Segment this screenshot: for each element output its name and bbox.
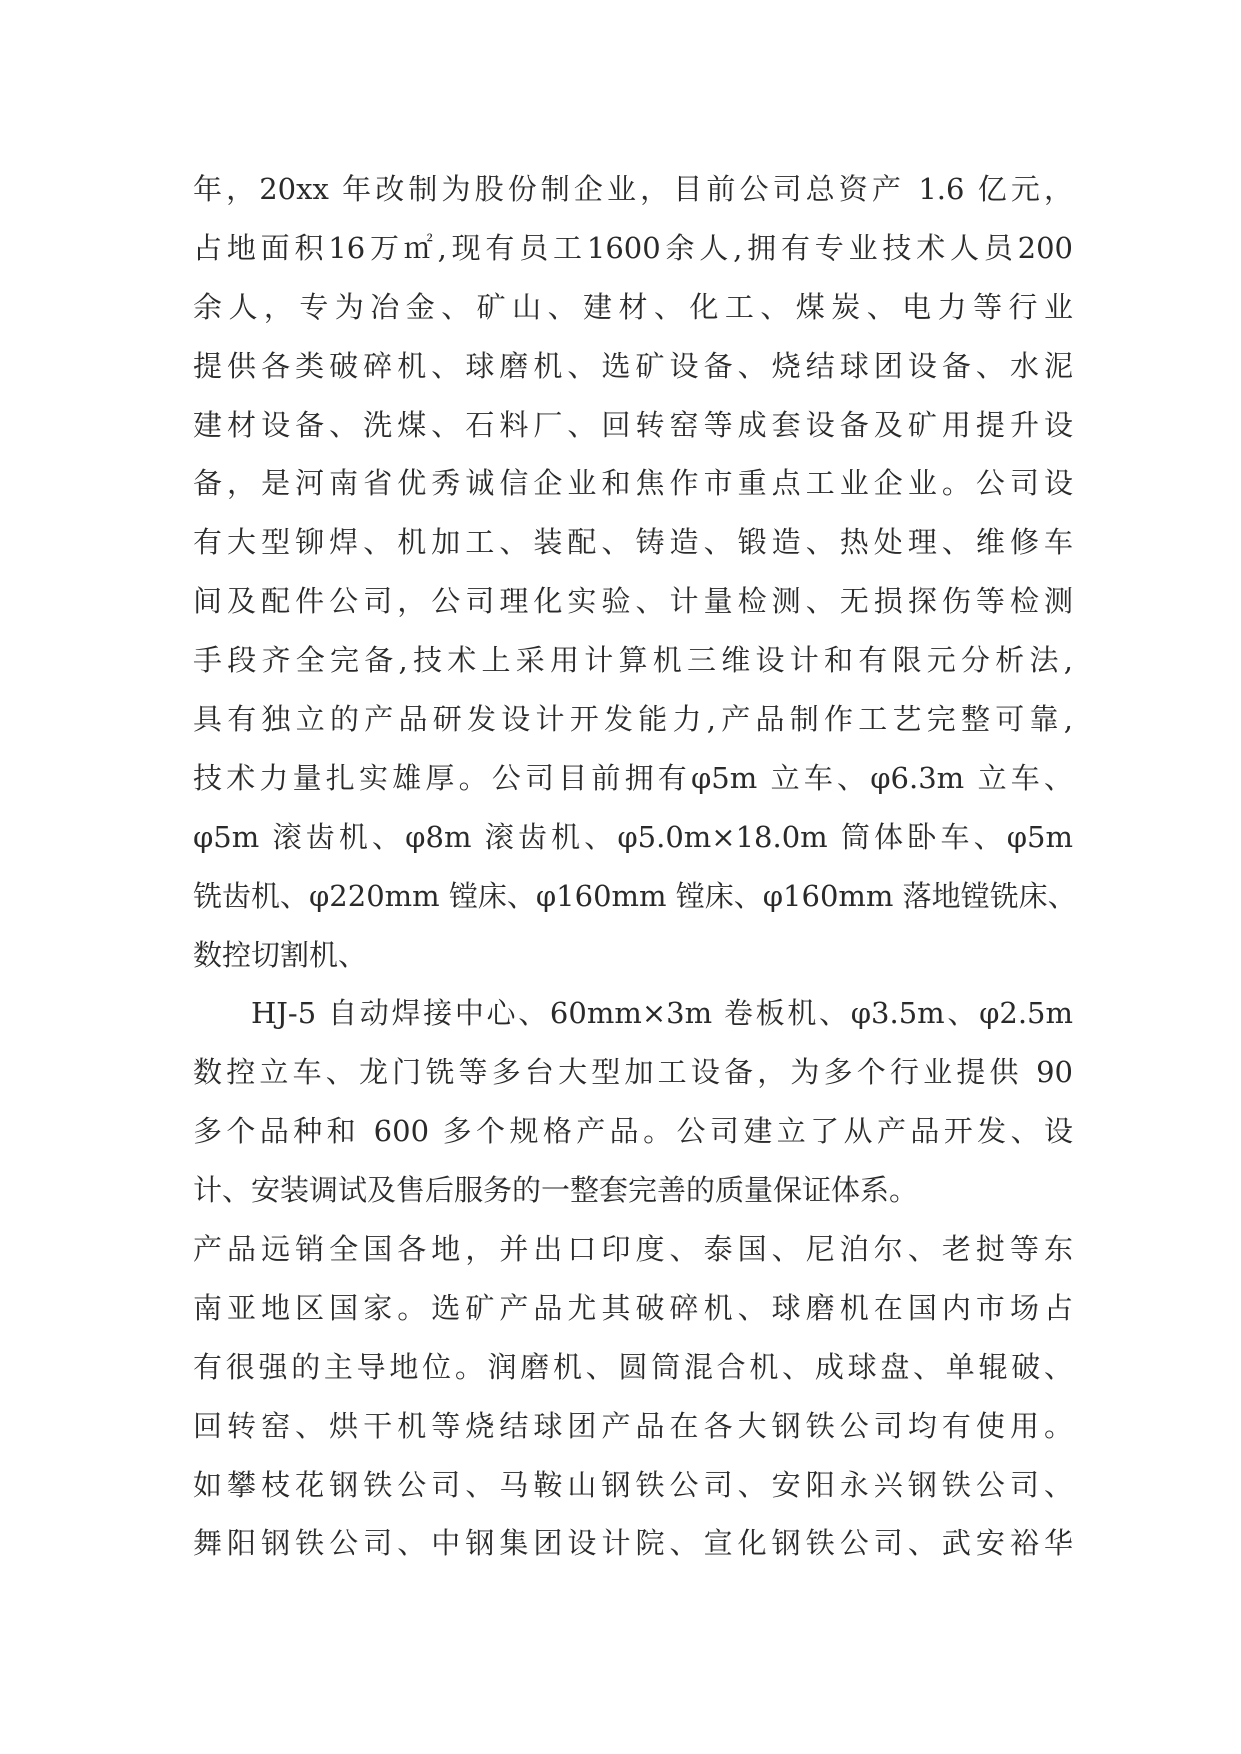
- text-line: 占地面积16万㎡,现有员工1600余人,拥有专业技术人员200: [193, 230, 1073, 265]
- text-line: 如攀枝花钢铁公司、马鞍山钢铁公司、安阳永兴钢铁公司、: [193, 1467, 1073, 1502]
- text-line: 有很强的主导地位。润磨机、圆筒混合机、成球盘、单辊破、: [193, 1349, 1073, 1384]
- text-line: 技术力量扎实雄厚。公司目前拥有φ5m 立车、φ6.3m 立车、: [193, 760, 1073, 795]
- text-line: 年，20xx 年改制为股份制企业，目前公司总资产 1.6 亿元，: [193, 172, 1073, 206]
- text-line: 铣齿机、φ220mm 镗床、φ160mm 镗床、φ160mm 落地镗铣床、: [193, 878, 1077, 913]
- text-line: 余人，专为冶金、矿山、建材、化工、煤炭、电力等行业: [193, 289, 1073, 324]
- text-line: 舞阳钢铁公司、中钢集团设计院、宣化钢铁公司、武安裕华: [193, 1526, 1073, 1561]
- text-line: 手段齐全完备,技术上采用计算机三维设计和有限元分析法,: [193, 643, 1073, 678]
- text-line: 计、安装调试及售后服务的一整套完善的质量保证体系。: [193, 1173, 919, 1208]
- text-line: 间及配件公司，公司理化实验、计量检测、无损探伤等检测: [193, 584, 1073, 619]
- text-line: 具有独立的产品研发设计开发能力,产品制作工艺完整可靠,: [193, 702, 1073, 737]
- text-line: 备，是河南省优秀诚信企业和焦作市重点工业企业。公司设: [193, 466, 1073, 501]
- paragraph-company-overview: [193, 160, 1077, 984]
- text-line: 产品远销全国各地，并出口印度、泰国、尼泊尔、老挝等东: [193, 1232, 1073, 1267]
- text-line: 多个品种和 600 多个规格产品。公司建立了从产品开发、设: [193, 1114, 1073, 1149]
- paragraph-equipment-and-market: [193, 984, 1073, 1573]
- text-line: 数控切割机、: [193, 937, 368, 972]
- text-line: 有大型铆焊、机加工、装配、铸造、锻造、热处理、维修车: [193, 525, 1073, 560]
- text-line: φ5m 滚齿机、φ8m 滚齿机、φ5.0m×18.0m 筒体卧车、φ5m: [193, 819, 1073, 854]
- text-line: 建材设备、洗煤、石料厂、回转窑等成套设备及矿用提升设: [193, 407, 1073, 442]
- text-line: 数控立车、龙门铣等多台大型加工设备，为多个行业提供 90: [193, 1055, 1073, 1090]
- text-line: 南亚地区国家。选矿产品尤其破碎机、球磨机在国内市场占: [193, 1290, 1073, 1325]
- text-line: 提供各类破碎机、球磨机、选矿设备、烧结球团设备、水泥: [193, 348, 1073, 383]
- text-line: 回转窑、烘干机等烧结球团产品在各大钢铁公司均有使用。: [193, 1408, 1073, 1443]
- body-text: [193, 160, 1077, 1573]
- text-line: HJ-5 自动焊接中心、60mm×3m 卷板机、φ3.5m、φ2.5m: [251, 996, 1073, 1031]
